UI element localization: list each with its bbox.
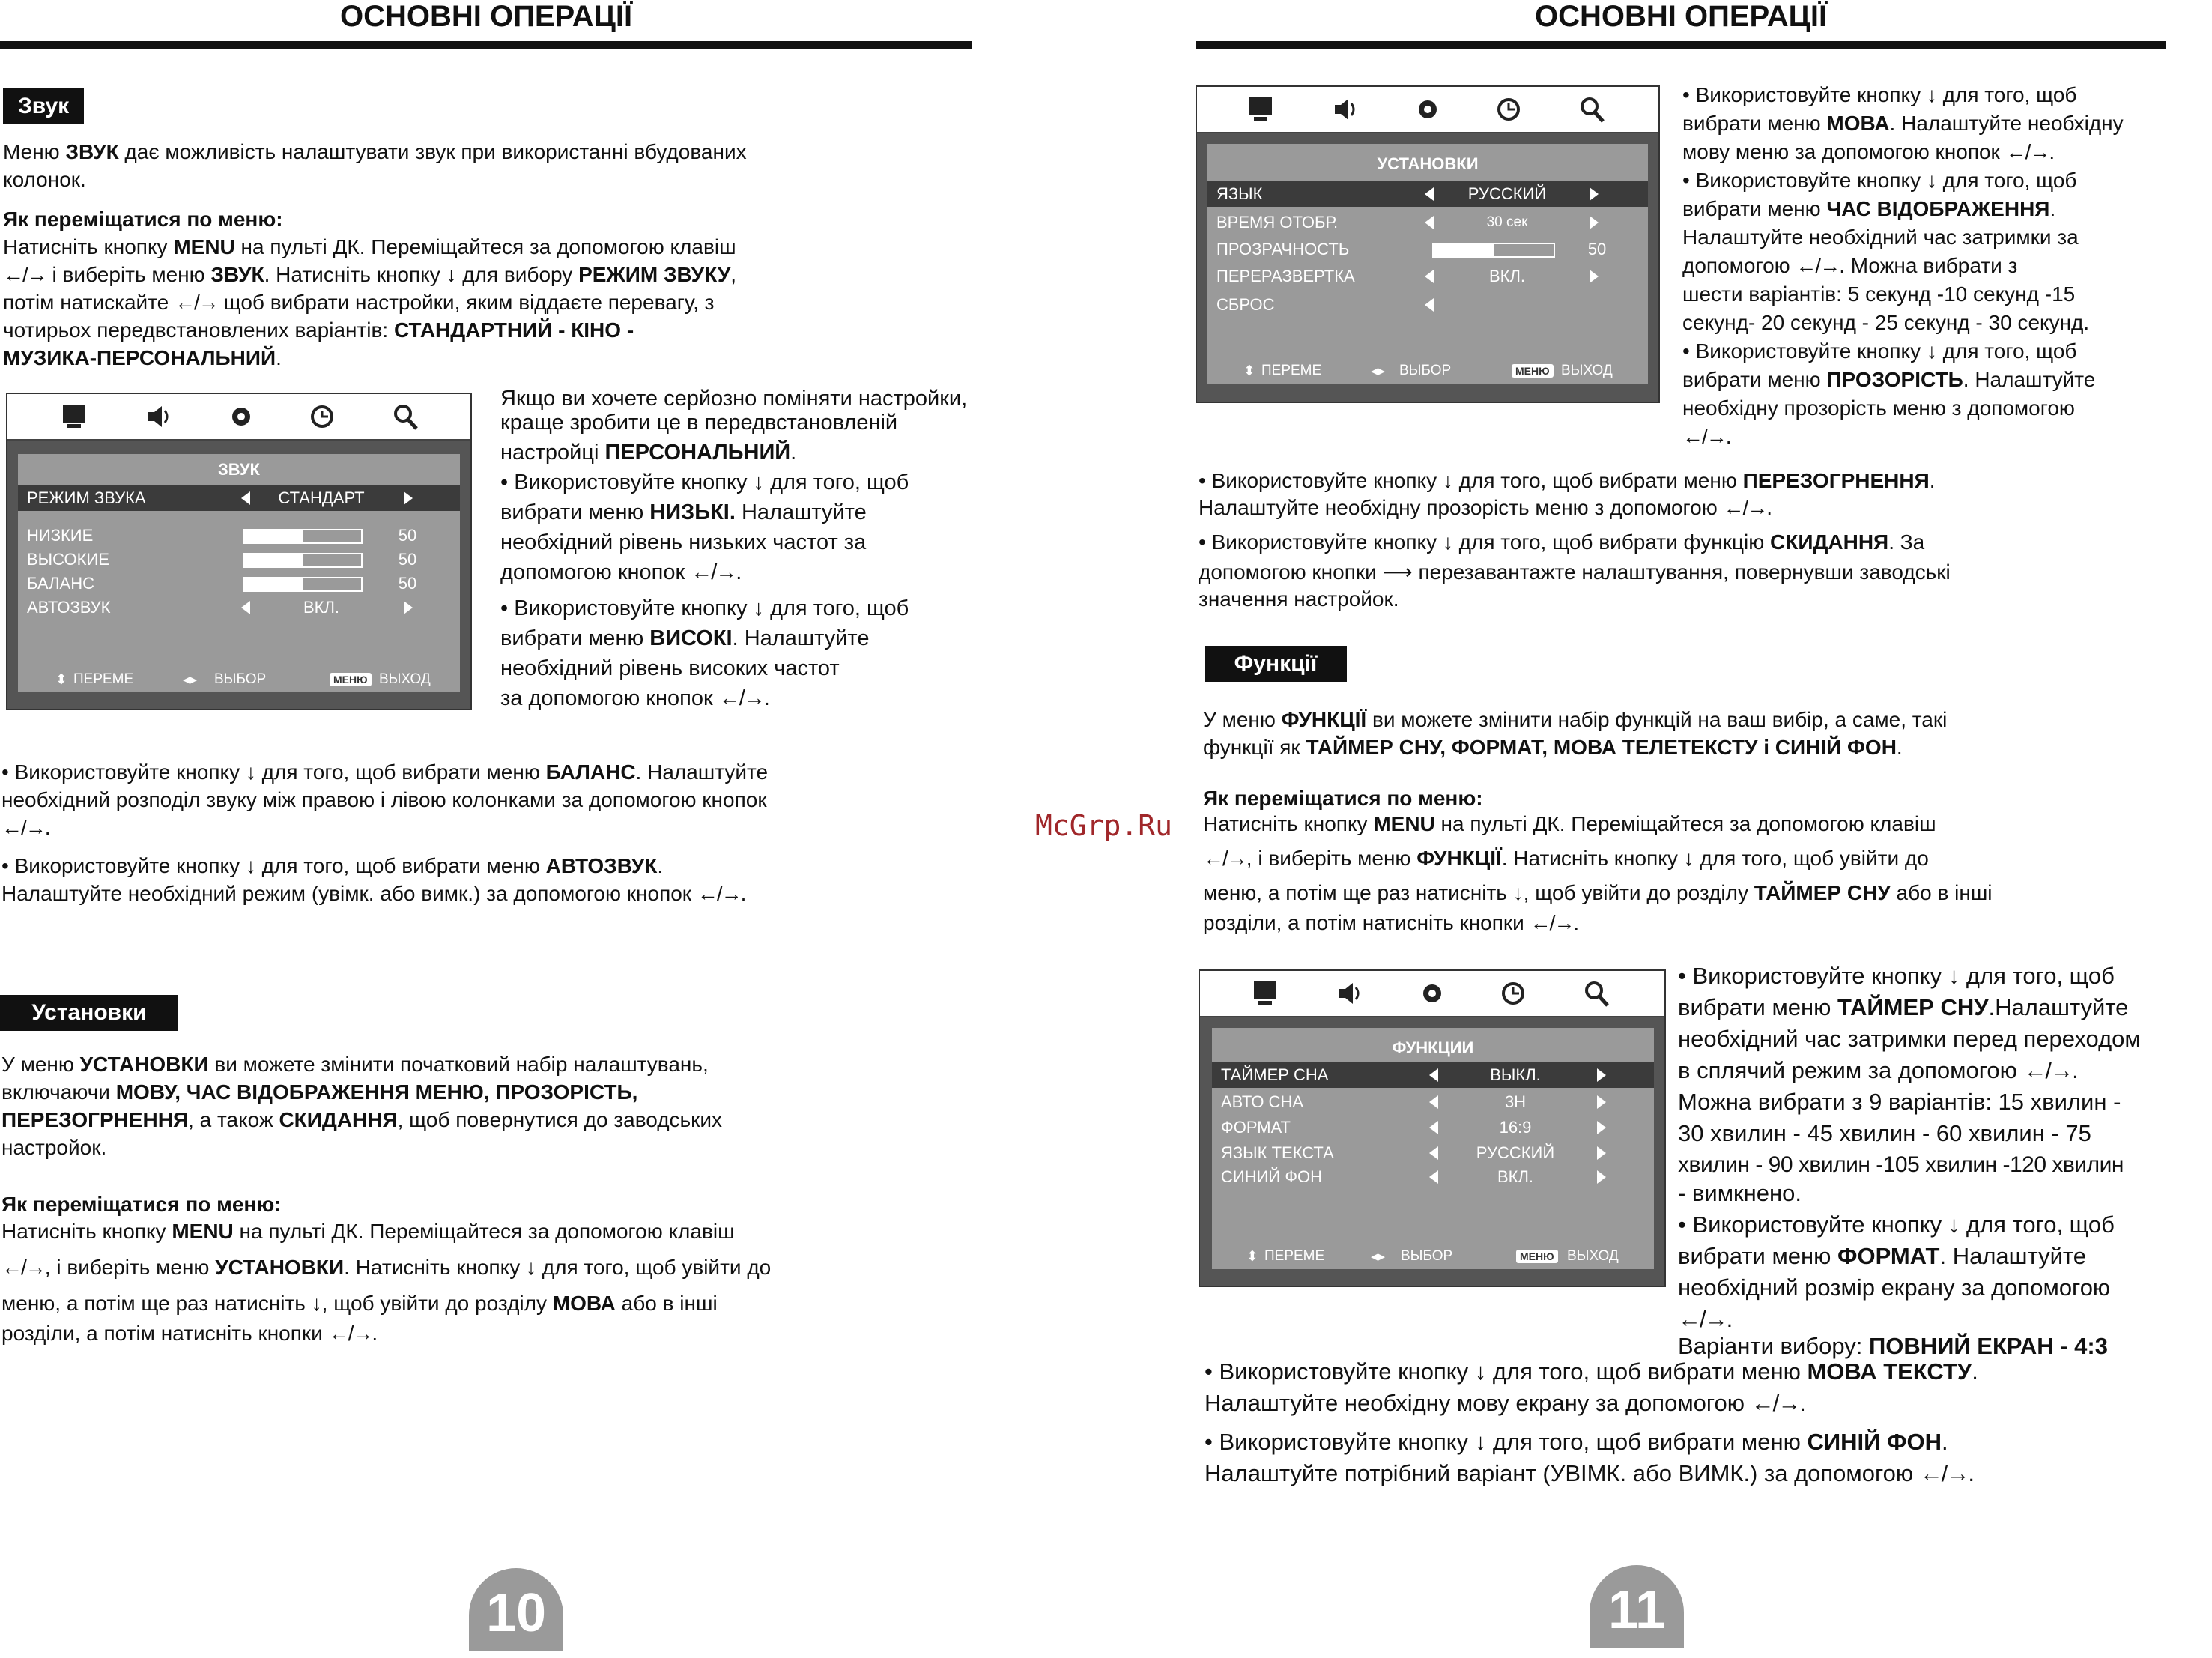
page-number-left: 10 — [469, 1568, 563, 1651]
left-right-icon: ◂▸ — [1371, 1249, 1386, 1265]
down-arrow-icon: ↓ — [1926, 169, 1937, 192]
menu-title: ЗВУК — [218, 460, 260, 479]
right-arrow-icon: ⟶ — [1382, 560, 1413, 584]
setup-bottom-text: • Використовуйте кнопку ↓ для того, щоб вибрати меню ПЕРЕЗОГРНЕННЯ. Налаштуйте необхідну прозорість меню з допомогою ←/→. • Використовуйте кнопку ↓ для того, щоб вибрати функцію СКИДАННЯ. За допомогою кнопки ⟶ перезавантажте налаштування, повернувши заводські значення настройок. — [1199, 466, 2172, 614]
level-bar — [243, 529, 363, 544]
right-arrow-icon — [1590, 270, 1599, 283]
down-arrow-icon: ↓ — [311, 1292, 322, 1315]
left-right-arrows-icon: ←/→ — [175, 291, 218, 314]
left-right-arrows-icon: ←/→ — [718, 686, 764, 710]
down-arrow-icon: ↓ — [753, 596, 765, 620]
functions-right-text: • Використовуйте кнопку ↓ для того, щоб вибрати меню ТАЙМЕР СНУ.Налаштуйте необхідний час затримки перед переходом в сплячий режим за допомогою ←/→. Можна вибрати з 9 варіантів: 15 хвилин - 30 хвилин - 45 хвилин - 60 хвилин - 75 хвилин - 90 хвилин -105 хвилин -120 хвилин - вимкнено. • Використовуйте кнопку ↓ для того, щоб вибрати меню ФОРМАТ. Налаштуйте необхідний розмір екрану за допомогою ←/→. Варіанти вибору: ПОВНИЙ ЕКРАН - 4:3 — [1678, 960, 2210, 1362]
setup-right-text: • Використовуйте кнопку ↓ для того, щоб вибрати меню МОВА. Налаштуйте необхідну мову меню за допомогою кнопок ←/→. • Використовуйте кнопку ↓ для того, щоб вибрати меню ЧАС ВІДОБРАЖЕННЯ. Налаштуйте необхідний час затримки за допомогою ←/→. Можна вибрати з шести варіантів: 5 секунд -10 секунд -15 секунд- 20 секунд - 25 секунд - 30 секунд. • Використовуйте кнопку ↓ для того, щоб вибрати меню ПРОЗОРІСТЬ. Налаштуйте необхідну прозорість меню з допомогою ←/→. — [1682, 81, 2207, 451]
setup-intro: У меню УСТАНОВКИ ви можете змінити початковий набір налаштувань, включаючи МОВУ, ЧАС ВІДОБРАЖЕННЯ МЕНЮ, ПРОЗОРІСТЬ, ПЕРЕЗОГРНЕННЯ, а також СКИДАННЯ, щоб повернутися до заводських настройок. — [1, 1053, 723, 1159]
sound-howto: Як переміщатися по меню: Натисніть кнопку MENU на пульті ДК. Переміщайтеся за допомогою клавіш ←/→ і виберіть меню ЗВУК. Натисніть кнопку ↓ для вибору РЕЖИМ ЗВУКУ, потім натискайте ←/→ щоб вибрати настройки, яким віддаєте перевагу, з чотирьох передвстановлених варіантів: СТАНДАРТНИЙ - КІНО - МУЗИКА-ПЕРСОНАЛЬНИЙ. — [3, 208, 737, 369]
sound-right-text: Якщо ви хочете серйозно поміняти настройки, краще зробити це в передвстановленій настройці ПЕРСОНАЛЬНИЙ. • Використовуйте кнопку ↓ для того, щоб вибрати меню НИЗЬКІ. Налаштуйте необхідний рівень низьких частот за допомогою кнопок ←/→. • Використовуйте кнопку ↓ для того, щоб вибрати меню ВИСОКІ. Налаштуйте необхідний рівень високих частот за допомогою кнопок ←/→. — [500, 384, 987, 713]
left-right-icon: ◂▸ — [183, 672, 198, 688]
functions-menu-screenshot — [1199, 969, 1666, 1287]
clock-icon — [1494, 94, 1527, 124]
watermark: McGrp.Ru — [1035, 809, 1173, 842]
up-down-icon: ⬍ — [55, 672, 67, 688]
sound-balance-autosound: • Використовуйте кнопку ↓ для того, щоб вибрати меню БАЛАНС. Налаштуйте необхідний розподіл звуку між правою і лівою колонками за допомогою кнопок ←/→. • Використовуйте кнопку ↓ для того, щоб вибрати меню АВТОЗВУК. Налаштуйте необхідний режим (увімк. або вимк.) за допомогою кнопок ←/→. — [1, 758, 968, 907]
section-label-sound: Звук — [3, 88, 84, 124]
left-arrow-icon — [1429, 1146, 1438, 1160]
down-arrow-icon: ↓ — [245, 760, 256, 784]
left-arrow-icon — [1425, 298, 1434, 312]
page-header-left: ОСНОВНІ ОПЕРАЦІЇ — [340, 0, 632, 33]
left-right-arrows-icon: ←/→ — [1796, 254, 1840, 277]
up-down-icon: ⬍ — [1246, 1249, 1258, 1265]
picture-icon — [1251, 978, 1284, 1008]
left-right-arrows-icon: ←/→ — [1678, 1306, 1727, 1332]
functions-bottom-text: • Використовуйте кнопку ↓ для того, щоб вибрати меню МОВА ТЕКСТУ. Налаштуйте необхідну мову екрану за допомогою ←/→. • Використовуйте кнопку ↓ для того, щоб вибрати меню СИНІЙ ФОН. Налаштуйте потрібний варіант (УВІМК. або ВИМК.) за допомогою ←/→. — [1205, 1356, 2178, 1489]
down-arrow-icon: ↓ — [1442, 469, 1453, 492]
left-right-arrows-icon: ←/→ — [328, 1322, 372, 1345]
menu-row[interactable]: ВРЕМЯ ОТОБР. 30 сек — [1207, 210, 1648, 235]
left-right-arrows-icon: ←/→ — [2005, 140, 2049, 163]
down-arrow-icon: ↓ — [446, 263, 457, 286]
left-right-arrows-icon: ←/→ — [691, 560, 736, 584]
right-arrow-icon — [1597, 1095, 1606, 1109]
functions-howto: Як переміщатися по меню: Натисніть кнопку MENU на пульті ДК. Переміщайтеся за допомогою клавіш ←/→, і виберіть меню ФУНКЦІЇ. Натисніть кнопку ↓ для того, щоб увійти до меню, а потім ще раз натисніть ↓, щоб увійти до розділу ТАЙМЕР СНУ або в інші розділи, а потім натисніть кнопки ←/→. — [1203, 784, 2177, 938]
settings-gear-icon — [1411, 94, 1444, 124]
menu-icon-strip — [7, 394, 470, 441]
menu-row[interactable]: ЯЗЫК РУССКИЙ — [1207, 181, 1648, 207]
page-number-right: 11 — [1590, 1565, 1684, 1648]
menu-row[interactable]: ПРОЗРАЧНОСТЬ 50 — [1216, 240, 1607, 258]
left-right-arrows-icon: ←/→ — [697, 882, 741, 905]
left-right-arrows-icon: ←/→ — [2023, 1057, 2073, 1083]
right-arrow-icon — [1597, 1146, 1606, 1160]
menu-title: УСТАНОВКИ — [1377, 154, 1479, 173]
down-arrow-icon: ↓ — [1512, 881, 1524, 904]
settings-gear-icon — [1416, 978, 1449, 1008]
up-down-icon: ⬍ — [1243, 363, 1255, 379]
menu-icon-strip — [1200, 971, 1664, 1017]
down-arrow-icon: ↓ — [1474, 1358, 1487, 1385]
down-arrow-icon: ↓ — [753, 471, 765, 494]
section-label-setup: Установки — [0, 995, 178, 1031]
left-right-arrows-icon: ←/→ — [1, 1256, 45, 1279]
left-arrow-icon — [241, 601, 250, 614]
left-right-arrows-icon: ←/→ — [1723, 496, 1767, 519]
left-right-arrows-icon: ←/→ — [1751, 1390, 1800, 1416]
sound-icon — [1329, 94, 1362, 124]
menu-row[interactable]: ЯЗЫК ТЕКСТА РУССКИЙ — [1212, 1140, 1654, 1166]
menu-row[interactable]: ТАЙМЕР СНА ВЫКЛ. — [1212, 1062, 1654, 1088]
magnifier-icon — [1576, 94, 1609, 124]
menu-panel: ЗВУК РЕЖИМ ЗВУКА СТАНДАРТ НИЗКИЕ 50 ВЫСОКИЕ 50 БАЛАНС 50 АВТОЗВУК ВКЛ. ⬍ ПЕРЕМЕ ◂▸ ВЫБОР МЕНЮ ВЫХОД — [18, 454, 460, 692]
menu-row[interactable]: ФОРМАТ 16:9 — [1212, 1115, 1654, 1140]
right-arrow-icon — [1590, 216, 1599, 229]
left-right-arrows-icon: ←/→ — [1203, 847, 1246, 870]
section-label-functions: Функції — [1205, 646, 1347, 682]
down-arrow-icon: ↓ — [1948, 1211, 1960, 1238]
level-bar — [1432, 243, 1555, 258]
down-arrow-icon: ↓ — [1926, 339, 1937, 363]
sound-menu-screenshot — [6, 393, 472, 710]
sound-icon — [142, 402, 175, 432]
clock-icon — [307, 402, 340, 432]
left-right-icon: ◂▸ — [1371, 363, 1386, 379]
right-arrow-icon — [1597, 1068, 1606, 1082]
header-rule-left — [0, 41, 972, 49]
level-bar — [243, 553, 363, 568]
menu-panel: ФУНКЦИИ ТАЙМЕР СНА ВЫКЛ. АВТО СНА 3Н ФОРМАТ 16:9 ЯЗЫК ТЕКСТА РУССКИЙ СИНИЙ ФОН ВКЛ. ⬍ ПЕРЕМЕ ◂▸ ВЫБОР МЕНЮ ВЫХОД — [1212, 1028, 1654, 1269]
sound-icon — [1333, 978, 1366, 1008]
settings-gear-icon — [225, 402, 258, 432]
menu-icon-strip — [1197, 87, 1658, 133]
left-arrow-icon — [1429, 1068, 1438, 1082]
right-arrow-icon — [404, 491, 413, 505]
magnifier-icon — [1581, 978, 1613, 1008]
right-arrow-icon — [404, 601, 413, 614]
down-arrow-icon: ↓ — [1683, 847, 1694, 870]
left-right-arrows-icon: ←/→ — [3, 263, 46, 286]
menu-panel: УСТАНОВКИ ЯЗЫК РУССКИЙ ВРЕМЯ ОТОБР. 30 сек ПРОЗРАЧНОСТЬ 50 ПЕРЕРАЗВЕРТКА ВКЛ. СБРОС ⬍ ПЕРЕМЕ ◂▸ ВЫБОР МЕНЮ ВЫХОД — [1207, 144, 1648, 384]
functions-intro: У меню ФУНКЦІЇ ви можете змінити набір функцій на ваш вибір, а саме, такі функції як ТАЙМЕР СНУ, ФОРМАТ, МОВА ТЕЛЕТЕКСТУ і СИНІЙ ФОН. — [1203, 708, 1948, 759]
page-header-right: ОСНОВНІ ОПЕРАЦІЇ — [1535, 0, 1827, 33]
menu-row[interactable]: СБРОС — [1207, 292, 1648, 318]
menu-row[interactable]: РЕЖИМ ЗВУКА СТАНДАРТ — [18, 485, 460, 511]
left-arrow-icon — [1425, 187, 1434, 201]
setup-menu-screenshot — [1196, 85, 1660, 403]
right-arrow-icon — [1590, 187, 1599, 201]
menu-row[interactable]: ВЫСОКИЕ 50 — [27, 550, 417, 569]
left-right-arrows-icon: ←/→ — [1682, 425, 1726, 448]
setup-howto: Як переміщатися по меню: Натисніть кнопку MENU на пульті ДК. Переміщайтеся за допомогою клавіш ←/→, і виберіть меню УСТАНОВКИ. Натисніть кнопку ↓ для того, щоб увійти до меню, а потім ще раз натисніть ↓, щоб увійти до розділу МОВА або в інші розділи, а потім натисніть кнопки ←/→. — [1, 1190, 960, 1349]
right-arrow-icon — [1597, 1170, 1606, 1184]
level-bar — [243, 577, 363, 592]
menu-row[interactable]: СИНИЙ ФОН ВКЛ. — [1212, 1164, 1654, 1190]
down-arrow-icon: ↓ — [1442, 530, 1453, 554]
left-right-arrows-icon: ←/→ — [1530, 911, 1574, 934]
picture-icon — [60, 402, 93, 432]
sound-intro: Меню ЗВУК дає можливість налаштувати звук при використанні вбудованих колонок. — [3, 140, 747, 191]
down-arrow-icon: ↓ — [1926, 83, 1937, 106]
menu-row[interactable]: АВТО СНА 3Н — [1212, 1089, 1654, 1115]
left-arrow-icon — [1429, 1170, 1438, 1184]
down-arrow-icon: ↓ — [1474, 1429, 1487, 1455]
down-arrow-icon: ↓ — [526, 1256, 537, 1279]
clock-icon — [1498, 978, 1531, 1008]
menu-row[interactable]: АВТОЗВУК ВКЛ. — [18, 595, 460, 620]
left-arrow-icon — [241, 491, 250, 505]
right-arrow-icon — [1597, 1121, 1606, 1134]
left-right-arrows-icon: ←/→ — [1919, 1460, 1969, 1486]
left-arrow-icon — [1425, 270, 1434, 283]
down-arrow-icon: ↓ — [245, 854, 256, 877]
left-right-arrows-icon: ←/→ — [1, 816, 45, 839]
left-arrow-icon — [1425, 216, 1434, 229]
menu-title: ФУНКЦИИ — [1392, 1038, 1474, 1057]
menu-row[interactable]: БАЛАНС 50 — [27, 574, 417, 593]
menu-row[interactable]: НИЗКИЕ 50 — [27, 526, 417, 545]
header-rule-right — [1196, 41, 2166, 49]
left-arrow-icon — [1429, 1121, 1438, 1134]
down-arrow-icon: ↓ — [1948, 963, 1960, 989]
picture-icon — [1246, 94, 1279, 124]
left-arrow-icon — [1429, 1095, 1438, 1109]
menu-row[interactable]: ПЕРЕРАЗВЕРТКА ВКЛ. — [1207, 264, 1648, 289]
magnifier-icon — [390, 402, 422, 432]
